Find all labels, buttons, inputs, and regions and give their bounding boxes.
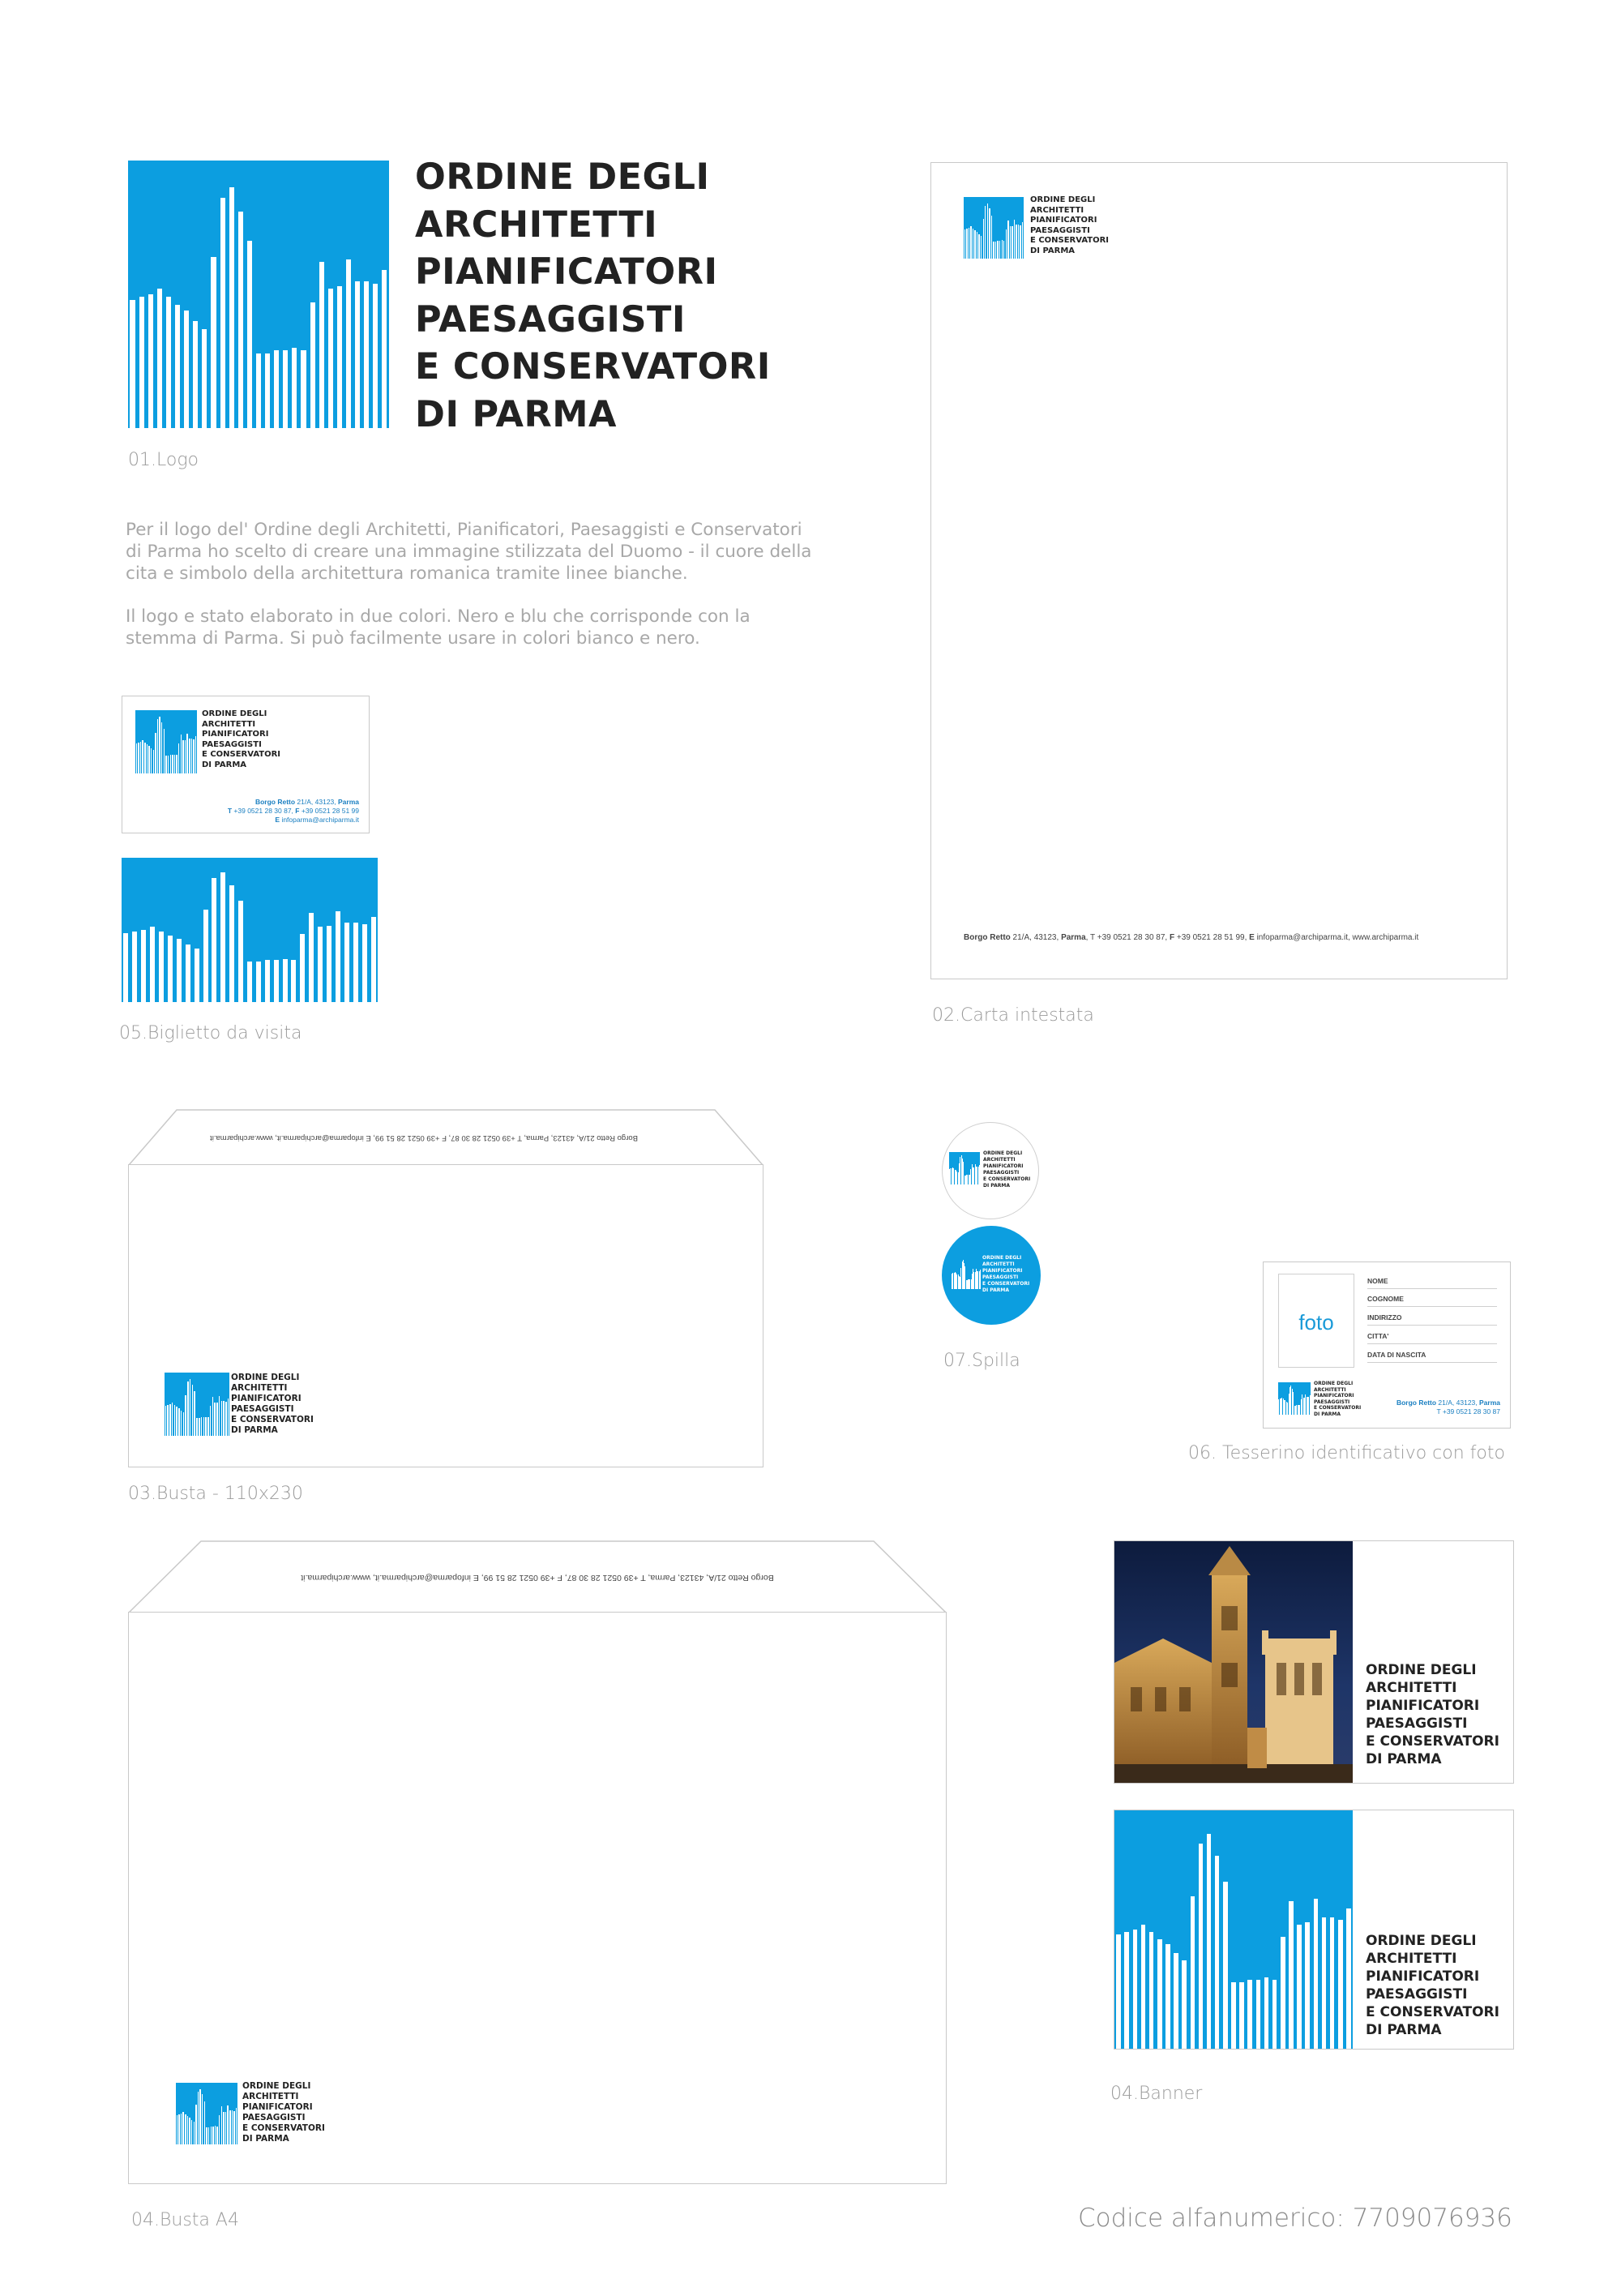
logo-bar (291, 960, 296, 1002)
logo-bar (159, 717, 160, 773)
logo-bar (174, 1405, 176, 1436)
logo-bar (185, 740, 186, 773)
logo-bar (1199, 1844, 1204, 2049)
logo-bar (319, 262, 324, 428)
logo-bar (161, 722, 162, 773)
banner-photo-org-name: ORDINE DEGLI ARCHITETTI PIANIFICATORI PAESAGGISTI E CONSERVATORI DI PARMA (1366, 1662, 1499, 1767)
logo-bar (1264, 1977, 1269, 2049)
logo-bar (216, 1403, 218, 1436)
logo-bar (991, 216, 992, 259)
logo-bar (198, 2092, 199, 2144)
logo-bar (1003, 241, 1004, 259)
logo-bar (1223, 1882, 1228, 2049)
logo-bar (195, 736, 196, 773)
logo-bar (210, 1406, 212, 1436)
logo-bar (136, 743, 137, 773)
logo-bar (1305, 1922, 1310, 2049)
description-paragraph-1: Per il logo del' Ordine degli Architetti, Pianificatori, Paesaggisti e Conservatori di Parma ho scelto di creare una immagine stilizzata del Duomo - il cuore della cita e simbolo della architettura romanica tramite linee bianche. (126, 520, 812, 584)
logo-bar (138, 743, 139, 773)
logo-bar (148, 746, 149, 773)
banner-logo (1114, 1810, 1514, 2050)
duomo-logo-icon (949, 1152, 980, 1184)
logo-bar (1018, 225, 1019, 259)
logo-bar (151, 748, 152, 773)
logo-bar (1007, 221, 1008, 259)
alphanumeric-code (1078, 2204, 1512, 2233)
business-card-front (122, 696, 370, 833)
description (126, 519, 815, 649)
card-org-name: ORDINE DEGLI ARCHITETTI PIANIFICATORI PAESAGGISTI E CONSERVATORI DI PARMA (202, 709, 281, 769)
logo-bar (215, 2126, 216, 2144)
logo-bar (1346, 1908, 1351, 2049)
logo-bar (185, 1395, 186, 1436)
caption-envelope-small: 03.Busta - 110x230 (128, 1484, 303, 1504)
logo-bar (170, 755, 171, 773)
logo-bar (147, 744, 148, 773)
logo-bar (1165, 1944, 1170, 2049)
logo-bar (283, 959, 288, 1002)
logo-bar (371, 917, 376, 1002)
logo-bar (228, 1399, 229, 1436)
logo-bar (183, 1412, 185, 1436)
logo-bar (208, 2127, 209, 2144)
banner-photo (1114, 1540, 1514, 1784)
envelope-a4 (128, 1612, 947, 2184)
logo-bar (346, 259, 351, 428)
caption-id-card: 06. Tesserino identificativo con foto (1188, 1443, 1505, 1463)
logo-bar (256, 353, 261, 428)
caption-letterhead: 02.Carta intestata (932, 1005, 1094, 1026)
logo-bar (177, 939, 182, 1002)
logo-bar (219, 1396, 220, 1436)
logo-bar (178, 2114, 179, 2144)
logo-bar (223, 2112, 224, 2144)
logo-bar (172, 755, 173, 773)
logo-bar (236, 2108, 237, 2144)
logo-bar (220, 872, 225, 1002)
letterhead-org-name: ORDINE DEGLI ARCHITETTI PIANIFICATORI PAESAGGISTI E CONSERVATORI DI PARMA (1030, 195, 1110, 255)
logo-bar (983, 219, 984, 259)
pin-white (942, 1122, 1039, 1219)
logo-bar (980, 1270, 981, 1289)
logo-bar (337, 286, 342, 428)
logo-bar (301, 350, 306, 428)
id-card-org-name: ORDINE DEGLI ARCHITETTI PIANIFICATORI PAESAGGISTI E CONSERVATORI DI PARMA (1314, 1381, 1362, 1417)
logo-bar (353, 923, 358, 1002)
logo-bar (203, 910, 208, 1002)
logo-bar (993, 242, 994, 259)
logo-bar (227, 2105, 228, 2144)
field-citta: CITTA' (1367, 1332, 1389, 1340)
logo-bar (192, 1385, 194, 1436)
logo-bar (193, 321, 198, 428)
logo-bar (148, 294, 153, 428)
logo-bar (1330, 1917, 1335, 2049)
logo-bar (172, 1403, 173, 1436)
logo-bar (220, 198, 225, 428)
logo-bar (201, 1417, 203, 1436)
logo-bar (1022, 222, 1023, 259)
logo-bar (187, 2116, 188, 2144)
logo-bar (1247, 1980, 1252, 2049)
logo-bar (999, 241, 1000, 259)
logo-bar (181, 735, 182, 773)
logo-bar (205, 1417, 207, 1436)
duomo-logo-icon (964, 197, 1024, 259)
envelope-small (128, 1164, 763, 1467)
duomo-logo-icon (165, 1373, 229, 1436)
logo-bar (181, 1411, 182, 1436)
logo-bar (362, 924, 367, 1002)
logo-bar (310, 302, 315, 428)
logo-bar (212, 878, 216, 1002)
logo-bar (169, 1404, 171, 1436)
logo-bar (987, 203, 988, 259)
logo-bar (1010, 226, 1011, 259)
logo-bar (336, 911, 340, 1002)
duomo-logo-icon (1114, 1810, 1353, 2049)
logo-bar (229, 885, 234, 1002)
logo-bar (150, 927, 155, 1002)
logo-bar (966, 229, 967, 259)
logo-bar (181, 2114, 182, 2144)
logo-bar (1124, 1932, 1129, 2049)
logo-bar (1207, 1834, 1212, 2049)
logo-bar (256, 962, 261, 1002)
logo-bar (1310, 1395, 1311, 1415)
logo-bar (196, 1418, 198, 1436)
caption-logo: 01.Logo (128, 450, 199, 470)
logo-bar (195, 2105, 196, 2144)
duomo-logo-icon (176, 2083, 237, 2144)
description-paragraph-2: Il logo e stato elaborato in due colori. Nero e blu che corrisponde con la stemma di Parma. Si può facilmente usare in colori bianco e nero. (126, 606, 751, 649)
logo-bar (1149, 1932, 1154, 2049)
logo-bar (159, 932, 164, 1002)
logo-bar (123, 933, 128, 1002)
logo-wordmark: ORDINE DEGLI ARCHITETTI PIANIFICATORI PAESAGGISTI E CONSERVATORI DI PARMA (415, 156, 771, 435)
logo-bar (229, 2110, 230, 2144)
logo-bar (174, 755, 175, 773)
caption-pin: 07.Spilla (943, 1351, 1020, 1371)
pin-white-org-name: ORDINE DEGLI ARCHITETTI PIANIFICATORI PAESAGGISTI E CONSERVATORI DI PARMA (983, 1150, 1031, 1189)
logo-bar (165, 1406, 167, 1436)
logo-bar (189, 739, 190, 773)
logo-bar (164, 729, 165, 773)
logo-bar (1338, 1920, 1343, 2049)
logo-bar (194, 1391, 195, 1436)
field-nome: NOME (1367, 1277, 1388, 1285)
logo-bar (191, 739, 192, 773)
logo-bar (175, 305, 180, 428)
logo-bar (1231, 1982, 1236, 2049)
logo-bar (1157, 1939, 1162, 2049)
logo-bar (225, 1402, 227, 1436)
logo-bar (204, 2101, 205, 2144)
logo-bar (178, 1408, 180, 1436)
logo-bar (997, 241, 998, 259)
logo-bar (274, 350, 279, 428)
logo-bar (1116, 1934, 1121, 2049)
logo-bar (229, 187, 234, 428)
logo-bar (344, 923, 349, 1002)
logo-bar (203, 1417, 205, 1436)
caption-banner: 04.Banner (1110, 2084, 1203, 2104)
logo-bar (168, 756, 169, 773)
pin-blue-org-name: ORDINE DEGLI ARCHITETTI PIANIFICATORI PAESAGGISTI E CONSERVATORI DI PARMA (982, 1255, 1030, 1293)
logo-bar (1006, 229, 1007, 259)
logo-bar (193, 739, 194, 773)
field-indirizzo: INDIRIZZO (1367, 1313, 1402, 1321)
logo-bar (191, 2120, 192, 2144)
logo-bar (364, 281, 369, 429)
logo-bar (283, 350, 288, 428)
logo-bar (190, 1379, 191, 1436)
logo-bar (211, 2127, 212, 2144)
logo-bar (207, 1417, 209, 1436)
logo-bar (1191, 1896, 1195, 2049)
logo-bar (155, 733, 156, 773)
logo-bar (964, 229, 965, 259)
envelope-small-flap-text: Borgo Retto 21/A, 43123, Parma, T +39 0521 28 30 87, F +39 0521 28 51 99, E infoparma@archiparma.it, www.archiparma.it (210, 1133, 638, 1142)
logo-bar (265, 353, 270, 428)
logo-bar (165, 756, 166, 773)
logo-bar (1141, 1925, 1146, 2049)
letterhead-footer: Borgo Retto 21/A, 43123, Parma, T +39 0521 28 30 87, F +39 0521 28 51 99, E infoparma@archiparma.it, www.archiparma.it (964, 933, 1419, 942)
id-card-contacts: Borgo Retto 21/A, 43123, Parma T +39 0521 28 30 87 (1396, 1399, 1500, 1416)
banner-logo-org-name: ORDINE DEGLI ARCHITETTI PIANIFICATORI PAESAGGISTI E CONSERVATORI DI PARMA (1366, 1933, 1499, 2038)
caption-business-card: 05.Biglietto da visita (119, 1023, 302, 1043)
logo-bar (182, 2112, 183, 2144)
code-value: 7709076936 (1352, 2204, 1512, 2233)
logo-bar (141, 930, 146, 1002)
logo-bar (182, 740, 183, 773)
envelope-a4-flap-text: Borgo Retto 21/A, 43123, Parma, T +39 0521 28 30 87, F +39 0521 28 51 99, E infoparma@archiparma.it, www.archiparma.it (301, 1573, 774, 1583)
logo-bar (974, 230, 975, 259)
code-label: Codice alfanumerico: (1078, 2204, 1353, 2233)
logo-bar (199, 1418, 200, 1436)
photo-placeholder (1278, 1274, 1354, 1368)
logo-bar (1174, 1953, 1178, 2049)
logo-bar (1289, 1901, 1294, 2049)
logo-bar (989, 208, 990, 259)
logo-bar (212, 1397, 214, 1436)
logo-bar (184, 311, 189, 428)
logo-bar (327, 926, 331, 1002)
logo-bar (186, 945, 190, 1002)
logo-bar (265, 960, 270, 1002)
logo-bar (328, 289, 333, 428)
caption-envelope-a4: 04.Busta A4 (131, 2210, 239, 2230)
logo-bar (300, 934, 305, 1002)
logo-bar (238, 901, 243, 1002)
logo-bar (382, 270, 387, 428)
cathedral-photo (1114, 1541, 1353, 1783)
logo-bar (219, 2115, 220, 2144)
duomo-logo-icon (1278, 1382, 1311, 1415)
field-cognome: COGNOME (1367, 1295, 1404, 1303)
photo-label: foto (1298, 1310, 1334, 1334)
logo-bar (1297, 1925, 1302, 2049)
logo-bar (995, 242, 996, 259)
logo-bar (1256, 1980, 1261, 2049)
logo-bar (1014, 220, 1015, 259)
logo-bar (139, 297, 144, 428)
logo-bar (1281, 1937, 1285, 2049)
logo-bar (166, 297, 171, 428)
logo-bar (1182, 1960, 1187, 2049)
logo-bar (238, 212, 243, 428)
logo-bar (206, 2127, 207, 2144)
logo-bar (978, 234, 979, 259)
logo-mark (128, 161, 389, 428)
logo-bar (1215, 1856, 1220, 2049)
envelope-a4-org-name: ORDINE DEGLI ARCHITETTI PIANIFICATORI PAESAGGISTI E CONSERVATORI DI PARMA (242, 2081, 325, 2144)
letterhead-sheet (930, 162, 1508, 979)
duomo-logo-icon (952, 1257, 981, 1289)
logo-bar (130, 300, 135, 428)
logo-bar (318, 927, 323, 1002)
envelope-small-org-name: ORDINE DEGLI ARCHITETTI PIANIFICATORI PAESAGGISTI E CONSERVATORI DI PARMA (231, 1373, 314, 1435)
logo-bar (1002, 240, 1003, 259)
field-data-nascita: DATA DI NASCITA (1367, 1351, 1426, 1359)
logo-bar (981, 236, 982, 259)
logo-bar (233, 2111, 234, 2144)
logo-bar (274, 960, 279, 1002)
logo-bar (185, 2114, 186, 2144)
logo-bar (232, 2110, 233, 2144)
logo-bar (247, 241, 252, 428)
card-contacts: Borgo Retto 21/A, 43123, Parma T +39 0521 28 30 87, F +39 0521 28 51 99 E infoparma@archiparma.it (227, 798, 359, 824)
logo-bar (221, 1401, 223, 1436)
logo-bar (211, 257, 216, 428)
id-card (1263, 1262, 1511, 1429)
logo-bar (132, 932, 137, 1002)
logo-bar (144, 743, 145, 773)
logo-bar (216, 2127, 217, 2144)
logo-bar (212, 2127, 213, 2144)
duomo-logo-icon (135, 710, 197, 773)
logo-bar (979, 1165, 980, 1184)
logo-bar (157, 289, 162, 428)
logo-bar (176, 755, 177, 773)
logo-bar (142, 740, 143, 773)
logo-bar (202, 329, 207, 428)
logo-bar (153, 750, 154, 773)
logo-bar (214, 1403, 216, 1436)
logo-bar (309, 913, 314, 1002)
logo-bar (373, 284, 378, 428)
logo-bar (186, 734, 187, 773)
logo-bar (225, 2112, 226, 2144)
logo-bar (194, 2122, 195, 2144)
logo-bar (202, 2094, 203, 2144)
logo-bar (178, 743, 179, 773)
logo-bar (247, 962, 252, 1002)
logo-bar (292, 348, 297, 428)
logo-bar (970, 226, 971, 259)
logo-bar (1133, 1930, 1138, 2049)
logo-bar (1314, 1899, 1319, 2049)
logo-bar (223, 1401, 225, 1436)
pin-blue (942, 1226, 1041, 1325)
logo-bar (199, 2089, 200, 2144)
business-card-back (122, 858, 378, 1002)
logo-bar (176, 1407, 177, 1436)
logo-bar (1272, 1980, 1277, 2049)
logo-bar (985, 206, 986, 259)
logo-bar (140, 742, 141, 773)
logo-bar (167, 1405, 169, 1436)
logo-bar (189, 2118, 190, 2144)
logo-bar (168, 936, 173, 1002)
logo-bar (195, 949, 199, 1002)
logo-bar (1239, 1982, 1244, 2049)
logo-bar (355, 281, 360, 429)
logo-bar (1322, 1917, 1327, 2049)
logo-bar (187, 1381, 189, 1436)
logo-bar (221, 2106, 222, 2144)
logo-bar (157, 719, 158, 773)
